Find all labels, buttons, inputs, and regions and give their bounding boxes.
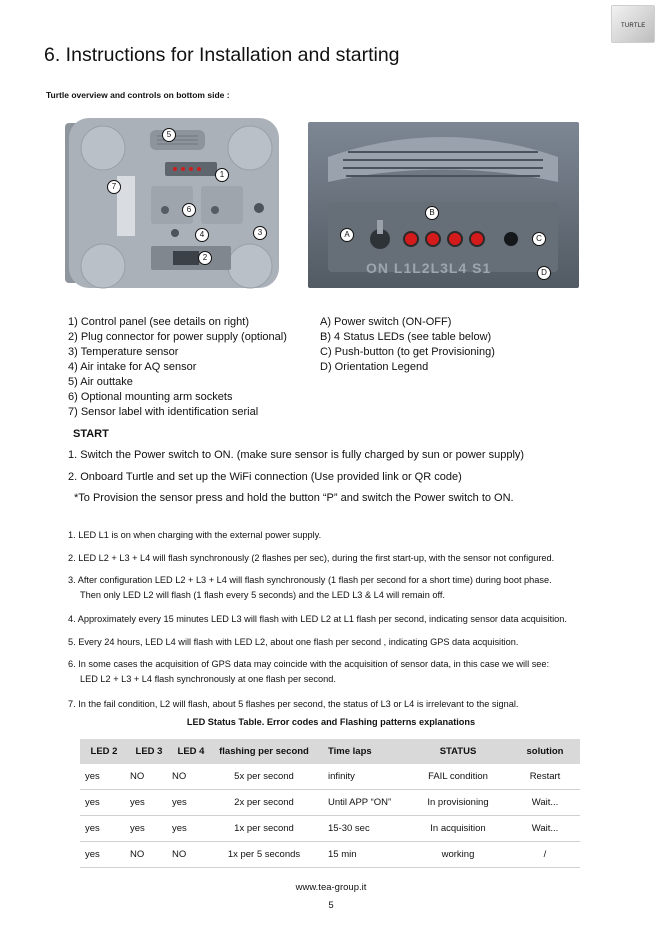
table-cell: yes (128, 816, 170, 842)
list-item: B) 4 Status LEDs (see table below) (320, 331, 492, 343)
table-cell: 15 min (316, 842, 406, 868)
table-cell: / (510, 842, 580, 868)
table-cell: 1x per second (212, 816, 316, 842)
table-cell: Until APP “ON” (316, 790, 406, 816)
callout-3: 3 (253, 226, 267, 240)
table-cell: yes (170, 816, 212, 842)
table-cell: 2x per second (212, 790, 316, 816)
led-note: LED L2 + L3 + L4 flash synchronously at one flash per second. (80, 674, 336, 684)
column-header: LED 3 (128, 739, 170, 764)
table-cell: 5x per second (212, 764, 316, 790)
table-cell: yes (80, 842, 128, 868)
led-note: 3. After configuration LED L2 + L3 + L4 will flash synchronously (1 flash per second for a short time) during boot phase. (68, 575, 552, 585)
device-bottom-photo (65, 118, 285, 291)
list-item: D) Orientation Legend (320, 361, 429, 373)
column-header: Time laps (316, 739, 406, 764)
led-note: Then only LED L2 will flash (1 flash every 5 seconds) and the LED L3 & L4 will remain off. (80, 590, 445, 600)
table-cell: NO (170, 842, 212, 868)
list-item: 3) Temperature sensor (68, 346, 179, 358)
list-item: 5) Air outtake (68, 376, 133, 388)
table-title: LED Status Table. Error codes and Flashing patterns explanations (186, 717, 476, 727)
table-cell: working (406, 842, 510, 868)
table-cell: yes (170, 790, 212, 816)
table-cell: Wait... (510, 790, 580, 816)
table-cell: Wait... (510, 816, 580, 842)
callout-5: 5 (162, 128, 176, 142)
callout-a: A (340, 228, 354, 242)
table-cell: yes (80, 790, 128, 816)
callout-d: D (537, 266, 551, 280)
column-header: flashing per second (212, 739, 316, 764)
brand-logo-text: TURTLE (621, 23, 646, 29)
led-note: 5. Every 24 hours, LED L4 will flash with LED L2, about one flash per second , indicating GPS data acquisition. (68, 637, 519, 647)
table-cell: Restart (510, 764, 580, 790)
table-cell: NO (170, 764, 212, 790)
table-cell: yes (128, 790, 170, 816)
footer-url: www.tea-group.it (295, 882, 367, 893)
list-item: 4) Air intake for AQ sensor (68, 361, 197, 373)
table-row (80, 816, 580, 842)
callout-1: 1 (215, 168, 229, 182)
controls-list (320, 315, 495, 375)
table-cell: 15-30 sec (316, 816, 406, 842)
led-note: 2. LED L2 + L3 + L4 will flash synchronously (2 flashes per sec), during the first start-up, with the sensor not configured. (68, 553, 555, 563)
orientation-legend-label: ON L1L2L3L4 S1 (366, 260, 492, 276)
table-header-row (80, 739, 580, 764)
brand-logo (611, 5, 655, 43)
start-step: 1. Switch the Power switch to ON. (make sure sensor is fully charged by sun or power supply) (68, 449, 525, 461)
callout-2: 2 (198, 251, 212, 265)
start-heading: START (73, 428, 109, 440)
callout-b: B (425, 206, 439, 220)
components-list (68, 315, 287, 420)
list-item: 1) Control panel (see details on right) (68, 316, 249, 328)
device-bottom-illustration (65, 118, 285, 291)
column-header: STATUS (406, 739, 510, 764)
callout-c: C (532, 232, 546, 246)
column-header: solution (510, 739, 580, 764)
table-cell: NO (128, 842, 170, 868)
control-panel-photo (308, 122, 579, 288)
table-cell: 1x per 5 seconds (212, 842, 316, 868)
list-item: 7) Sensor label with identification serial (68, 406, 259, 418)
table-cell: infinity (316, 764, 406, 790)
led-note: 7. In the fail condition, L2 will flash, about 5 flashes per second, the status of L3 or L4 is irrelevant to the signal. (68, 699, 519, 709)
table-row (80, 764, 580, 790)
column-header: LED 2 (80, 739, 128, 764)
column-header: LED 4 (170, 739, 212, 764)
led-note: 1. LED L1 is on when charging with the external power supply. (68, 530, 322, 540)
section-subtitle: Turtle overview and controls on bottom side : (46, 90, 230, 100)
page-number: 5 (328, 900, 334, 911)
led-status-table (80, 739, 580, 868)
table-row (80, 842, 580, 868)
start-step: 2. Onboard Turtle and set up the WiFi connection (Use provided link or QR code) (68, 471, 462, 483)
table-cell: NO (128, 764, 170, 790)
table-cell: yes (80, 764, 128, 790)
table-cell: yes (80, 816, 128, 842)
table-cell: FAIL condition (406, 764, 510, 790)
callout-4: 4 (195, 228, 209, 242)
list-item: C) Push-button (to get Provisioning) (320, 346, 495, 358)
table-cell: In acquisition (406, 816, 510, 842)
callout-6: 6 (182, 203, 196, 217)
list-item: 2) Plug connector for power supply (optional) (68, 331, 287, 343)
list-item: A) Power switch (ON-OFF) (320, 316, 452, 328)
led-note: 4. Approximately every 15 minutes LED L3 will flash with LED L2 at L1 flash per second, indicating sensor data acquisition. (68, 614, 567, 624)
provision-note: *To Provision the sensor press and hold the button “P” and switch the Power switch to ON. (74, 492, 514, 504)
callout-7: 7 (107, 180, 121, 194)
page-title: 6. Instructions for Installation and starting (44, 44, 400, 66)
table-row (80, 790, 580, 816)
list-item: 6) Optional mounting arm sockets (68, 391, 233, 403)
table-cell: In provisioning (406, 790, 510, 816)
led-note: 6. In some cases the acquisition of GPS data may coincide with the acquisition of sensor data, in this case we will see: (68, 659, 550, 669)
